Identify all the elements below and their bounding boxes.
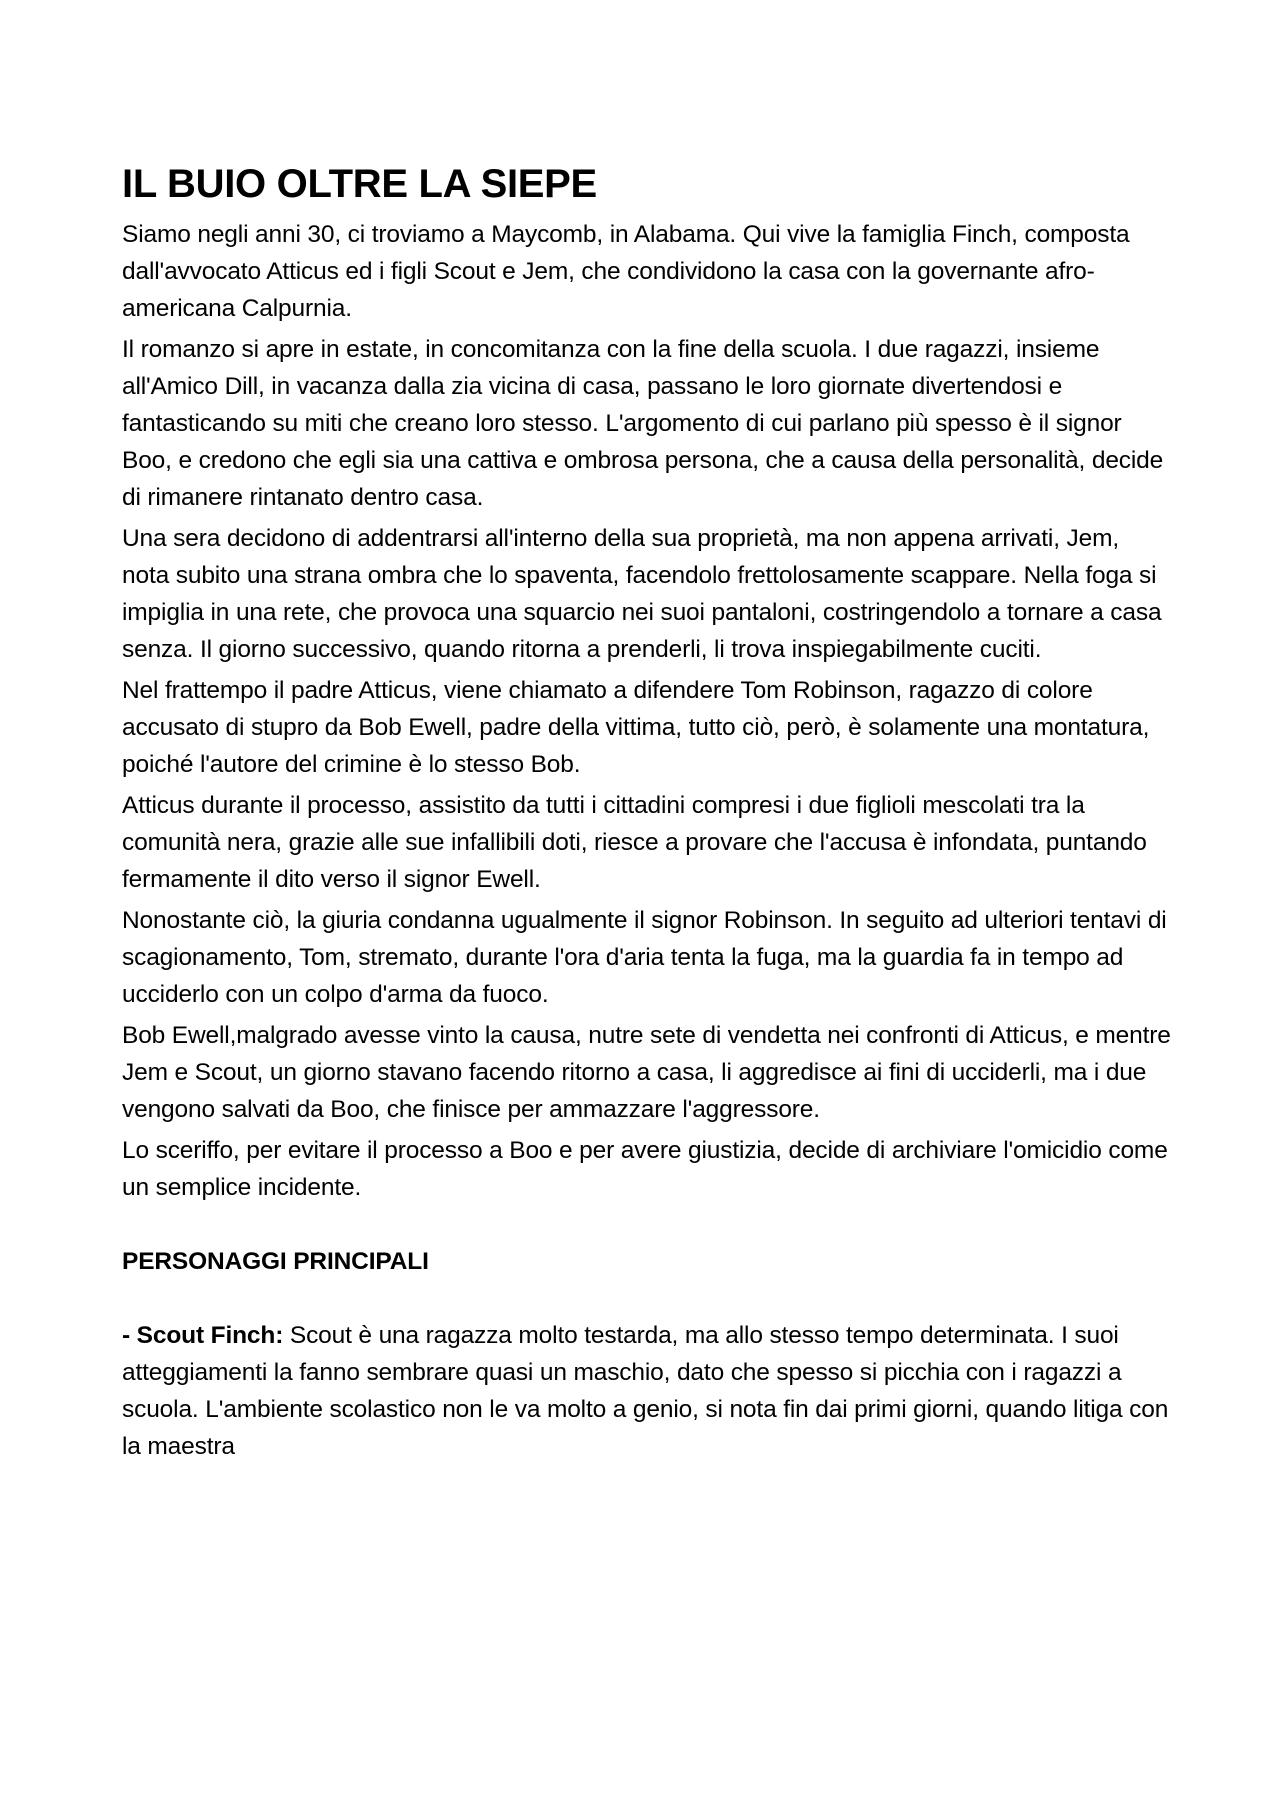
paragraph-verdict: Nonostante ciò, la giuria condanna ugualmente il signor Robinson. In seguito ad ulteriori tentavi di scagionamento, Tom, stremato, durante l'ora d'aria tenta la fuga, ma la guardia fa in tempo ad ucciderlo con un colpo d'arma da fuoco. xyxy=(122,907,1167,1008)
section-heading-characters: PERSONAGGI PRINCIPALI xyxy=(122,1248,429,1275)
character-name: - Scout Finch: xyxy=(122,1322,284,1349)
paragraph-night-visit: Una sera decidono di addentrarsi all'interno della sua proprietà, ma non appena arrivati, Jem, nota subito una strana ombra che lo spaventa, facendolo frettolosamente scappare. Nella foga si impiglia in una rete, che provoca una squarcio nei suoi pantaloni, costringendolo a tornare a casa senza. Il giorno successivo, quando ritorna a prenderli, li trova inspiegabilmente cuciti. xyxy=(122,525,1162,663)
paragraph-revenge: Bob Ewell,malgrado avesse vinto la causa, nutre sete di vendetta nei confronti di Atticus, e mentre Jem e Scout, un giorno stavano facendo ritorno a casa, li aggredisce ai fini di ucciderli, ma i due vengono salvati da Boo, che finisce per ammazzare l'aggressore. xyxy=(122,1022,1171,1123)
character-description: Scout è una ragazza molto testarda, ma allo stesso tempo determinata. I suoi atteggiamenti la fanno sembrare quasi un maschio, dato che spesso si picchia con i ragazzi a scuola. L'ambiente scolastico non le va molto a genio, si nota fin dai primi giorni, quando litiga con la maestra xyxy=(122,1322,1169,1460)
document-title: IL BUIO OLTRE LA SIEPE xyxy=(122,162,597,206)
paragraph-summer: Il romanzo si apre in estate, in concomitanza con la fine della scuola. I due ragazzi, insieme all'Amico Dill, in vacanza dalla zia vicina di casa, passano le loro giornate divertendosi e fantasticando su miti che creano loro stesso. L'argomento di cui parlano più spesso è il signor Boo, e credono che egli sia una cattiva e ombrosa persona, che a causa della personalità, decide di rimanere rintanato dentro casa. xyxy=(122,336,1164,511)
character-entry-scout xyxy=(122,1317,1172,1465)
paragraph-tom-robinson: Nel frattempo il padre Atticus, viene chiamato a difendere Tom Robinson, ragazzo di colore accusato di stupro da Bob Ewell, padre della vittima, tutto ciò, però, è solamente una montatura, poiché l'autore del crimine è lo stesso Bob. xyxy=(122,677,1150,778)
document-body xyxy=(122,158,1172,1465)
paragraph-trial: Atticus durante il processo, assistito da tutti i cittadini compresi i due figlioli mescolati tra la comunità nera, grazie alle sue infallibili doti, riesce a provare che l'accusa è infondata, puntando fermamente il dito verso il signor Ewell. xyxy=(122,792,1147,893)
paragraph-sheriff: Lo sceriffo, per evitare il processo a Boo e per avere giustizia, decide di archiviare l'omicidio come un semplice incidente. xyxy=(122,1137,1168,1201)
paragraph-intro: Siamo negli anni 30, ci troviamo a Maycomb, in Alabama. Qui vive la famiglia Finch, composta dall'avvocato Atticus ed i figli Scout e Jem, che condividono la casa con la governante afro-americana Calpurnia. xyxy=(122,221,1130,322)
